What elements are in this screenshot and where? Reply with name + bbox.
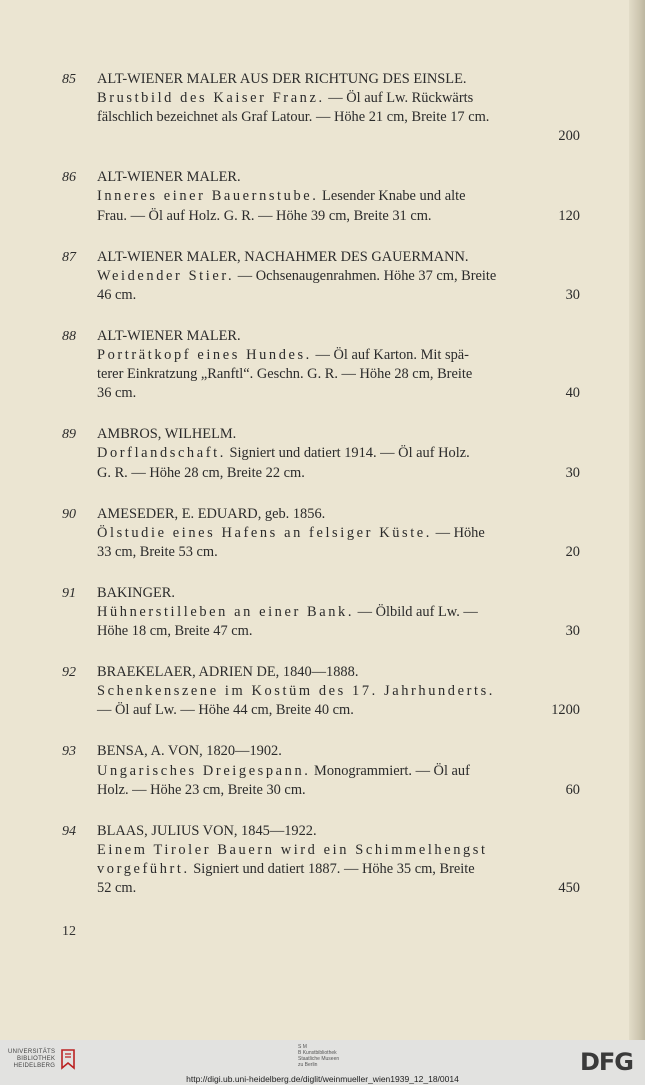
source-url[interactable]: http://digi.ub.uni-heidelberg.de/diglit/weinmueller_wien1939_12_18/0014 [186, 1074, 459, 1084]
page-number: 12 [62, 924, 76, 939]
line-text: Schenkenszene im Kostüm des 17. Jahrhunderts. [97, 683, 495, 700]
description-line [97, 841, 580, 860]
estimate-price: 200 [558, 128, 580, 145]
catalog-entry [62, 584, 580, 641]
line-tail: 30 [565, 464, 580, 481]
description-line [97, 346, 580, 365]
entry-number: 87 [62, 249, 76, 265]
description-line [97, 860, 580, 879]
line-text: Inneres einer Bauernstube. [97, 188, 319, 205]
line-text: 52 cm. [97, 880, 137, 896]
description-line [97, 781, 580, 800]
line-tail: — Ölbild auf Lw. — [354, 603, 478, 620]
artist-heading: AMBROS, WILHELM. [97, 426, 237, 443]
description-line [97, 89, 580, 108]
line-text: Porträtkopf eines Hundes. [97, 347, 312, 364]
museum-stamp: S M B Kunstbibliothek Staatliche Museen zu Berlin [298, 1044, 340, 1068]
catalog-entry [62, 742, 580, 799]
artist-heading: BAKINGER. [97, 584, 175, 601]
line-tail: 1200 [551, 702, 580, 719]
artist-heading: BRAEKELAER, ADRIEN DE, 1840—1888. [97, 664, 359, 681]
line-text: Einem Tiroler Bauern wird ein Schimmelhengst [97, 841, 488, 858]
line-text: 36 cm. [97, 385, 137, 402]
line-tail: 450 [558, 880, 580, 896]
artist-heading: ALT-WIENER MALER AUS DER RICHTUNG DES EINSLE. [97, 71, 467, 87]
description-line [97, 762, 580, 781]
description-line [97, 365, 580, 384]
description-line [97, 267, 580, 286]
artist-heading: ALT-WIENER MALER. [97, 169, 241, 186]
line-tail: Lesender Knabe und alte [318, 188, 466, 205]
description-line [97, 108, 580, 127]
line-text: Holz. — Höhe 23 cm, Breite 30 cm. [97, 781, 306, 798]
line-tail: 40 [565, 385, 580, 402]
description-line [97, 444, 580, 463]
catalog-entry [62, 327, 580, 403]
catalog-entry [62, 425, 580, 482]
description-line [97, 682, 580, 701]
artist-heading: AMESEDER, E. EDUARD, geb. 1856. [97, 505, 326, 522]
line-tail: 30 [565, 286, 580, 303]
entry-number: 91 [62, 585, 76, 601]
line-text: vorgeführt. [97, 860, 190, 877]
line-text: Ölstudie eines Hafens an felsiger Küste. [97, 524, 432, 541]
entry-number: 85 [62, 72, 76, 87]
library-logo [8, 1048, 77, 1070]
artist-heading: BENSA, A. VON, 1820—1902. [97, 743, 282, 760]
entry-number: 89 [62, 427, 76, 443]
description-line [97, 207, 580, 226]
artist-heading: ALT-WIENER MALER, NACHAHMER DES GAUERMANN. [97, 248, 469, 265]
line-tail: — Öl auf Lw. Rückwärts [324, 90, 474, 107]
entry-number: 94 [62, 823, 76, 839]
description-line [97, 603, 580, 622]
line-text: G. R. — Höhe 28 cm, Breite 22 cm. [97, 464, 305, 481]
artist-heading: BLAAS, JULIUS VON, 1845—1922. [97, 822, 317, 839]
entry-number: 90 [62, 506, 76, 522]
line-tail: 60 [565, 781, 580, 798]
line-text: 46 cm. [97, 286, 137, 303]
description-line [97, 384, 580, 403]
description-line [97, 286, 580, 305]
description-line [97, 701, 580, 720]
catalog-entry [62, 822, 580, 898]
line-tail: — Öl auf Karton. Mit spä- [311, 347, 469, 364]
catalog-entry [62, 248, 580, 305]
entry-number: 92 [62, 665, 76, 681]
line-text: terer Einkratzung „Ranftl“. Geschn. G. R. — Höhe 28 cm, Breite [97, 366, 473, 383]
line-text: Brustbild des Kaiser Franz. [97, 90, 325, 107]
catalog-entry [62, 663, 580, 720]
line-tail: 20 [565, 543, 580, 560]
description-line [97, 622, 580, 641]
line-tail: 30 [565, 623, 580, 640]
description-line [97, 464, 580, 483]
catalog-entry [62, 70, 580, 146]
catalog-entry [62, 168, 580, 225]
line-text: Hühnerstilleben an einer Bank. [97, 603, 355, 620]
line-tail: 120 [558, 207, 580, 224]
artist-heading: ALT-WIENER MALER. [97, 327, 241, 344]
line-tail: — Höhe [431, 524, 485, 541]
line-tail: — Ochsenaugenrahmen. Höhe 37 cm, Breite [234, 267, 497, 284]
description-line [97, 524, 580, 543]
page-edge [629, 0, 645, 1040]
line-text: Ungarisches Dreigespann. [97, 762, 311, 779]
catalog-entries [62, 70, 580, 920]
line-tail: Monogrammiert. — Öl auf [310, 762, 470, 779]
line-text: Weidender Stier. [97, 267, 235, 284]
digitization-footer [0, 1040, 645, 1085]
entry-number: 93 [62, 744, 76, 760]
catalog-entry [62, 505, 580, 562]
line-text: fälschlich bezeichnet als Graf Latour. — Höhe 21 cm, Breite 17 cm. [97, 109, 490, 126]
library-emblem-icon [59, 1048, 77, 1070]
line-text: Frau. — Öl auf Holz. G. R. — Höhe 39 cm, Breite 31 cm. [97, 207, 432, 224]
description-line [97, 187, 580, 206]
line-tail: Signiert und datiert 1914. — Öl auf Holz. [225, 445, 470, 462]
line-text: 33 cm, Breite 53 cm. [97, 543, 218, 560]
entry-number: 88 [62, 328, 76, 344]
line-text: Dorflandschaft. [97, 445, 226, 462]
description-line [97, 879, 580, 898]
entry-number: 86 [62, 170, 76, 186]
dfg-logo: DFG [579, 1048, 633, 1076]
library-name: UNIVERSITÄTS BIBLIOTHEK HEIDELBERG [8, 1048, 56, 1069]
description-line [97, 543, 580, 562]
line-text: Höhe 18 cm, Breite 47 cm. [97, 623, 253, 640]
line-tail: Signiert und datiert 1887. — Höhe 35 cm, Breite [189, 860, 475, 877]
line-text: — Öl auf Lw. — Höhe 44 cm, Breite 40 cm. [97, 702, 354, 719]
